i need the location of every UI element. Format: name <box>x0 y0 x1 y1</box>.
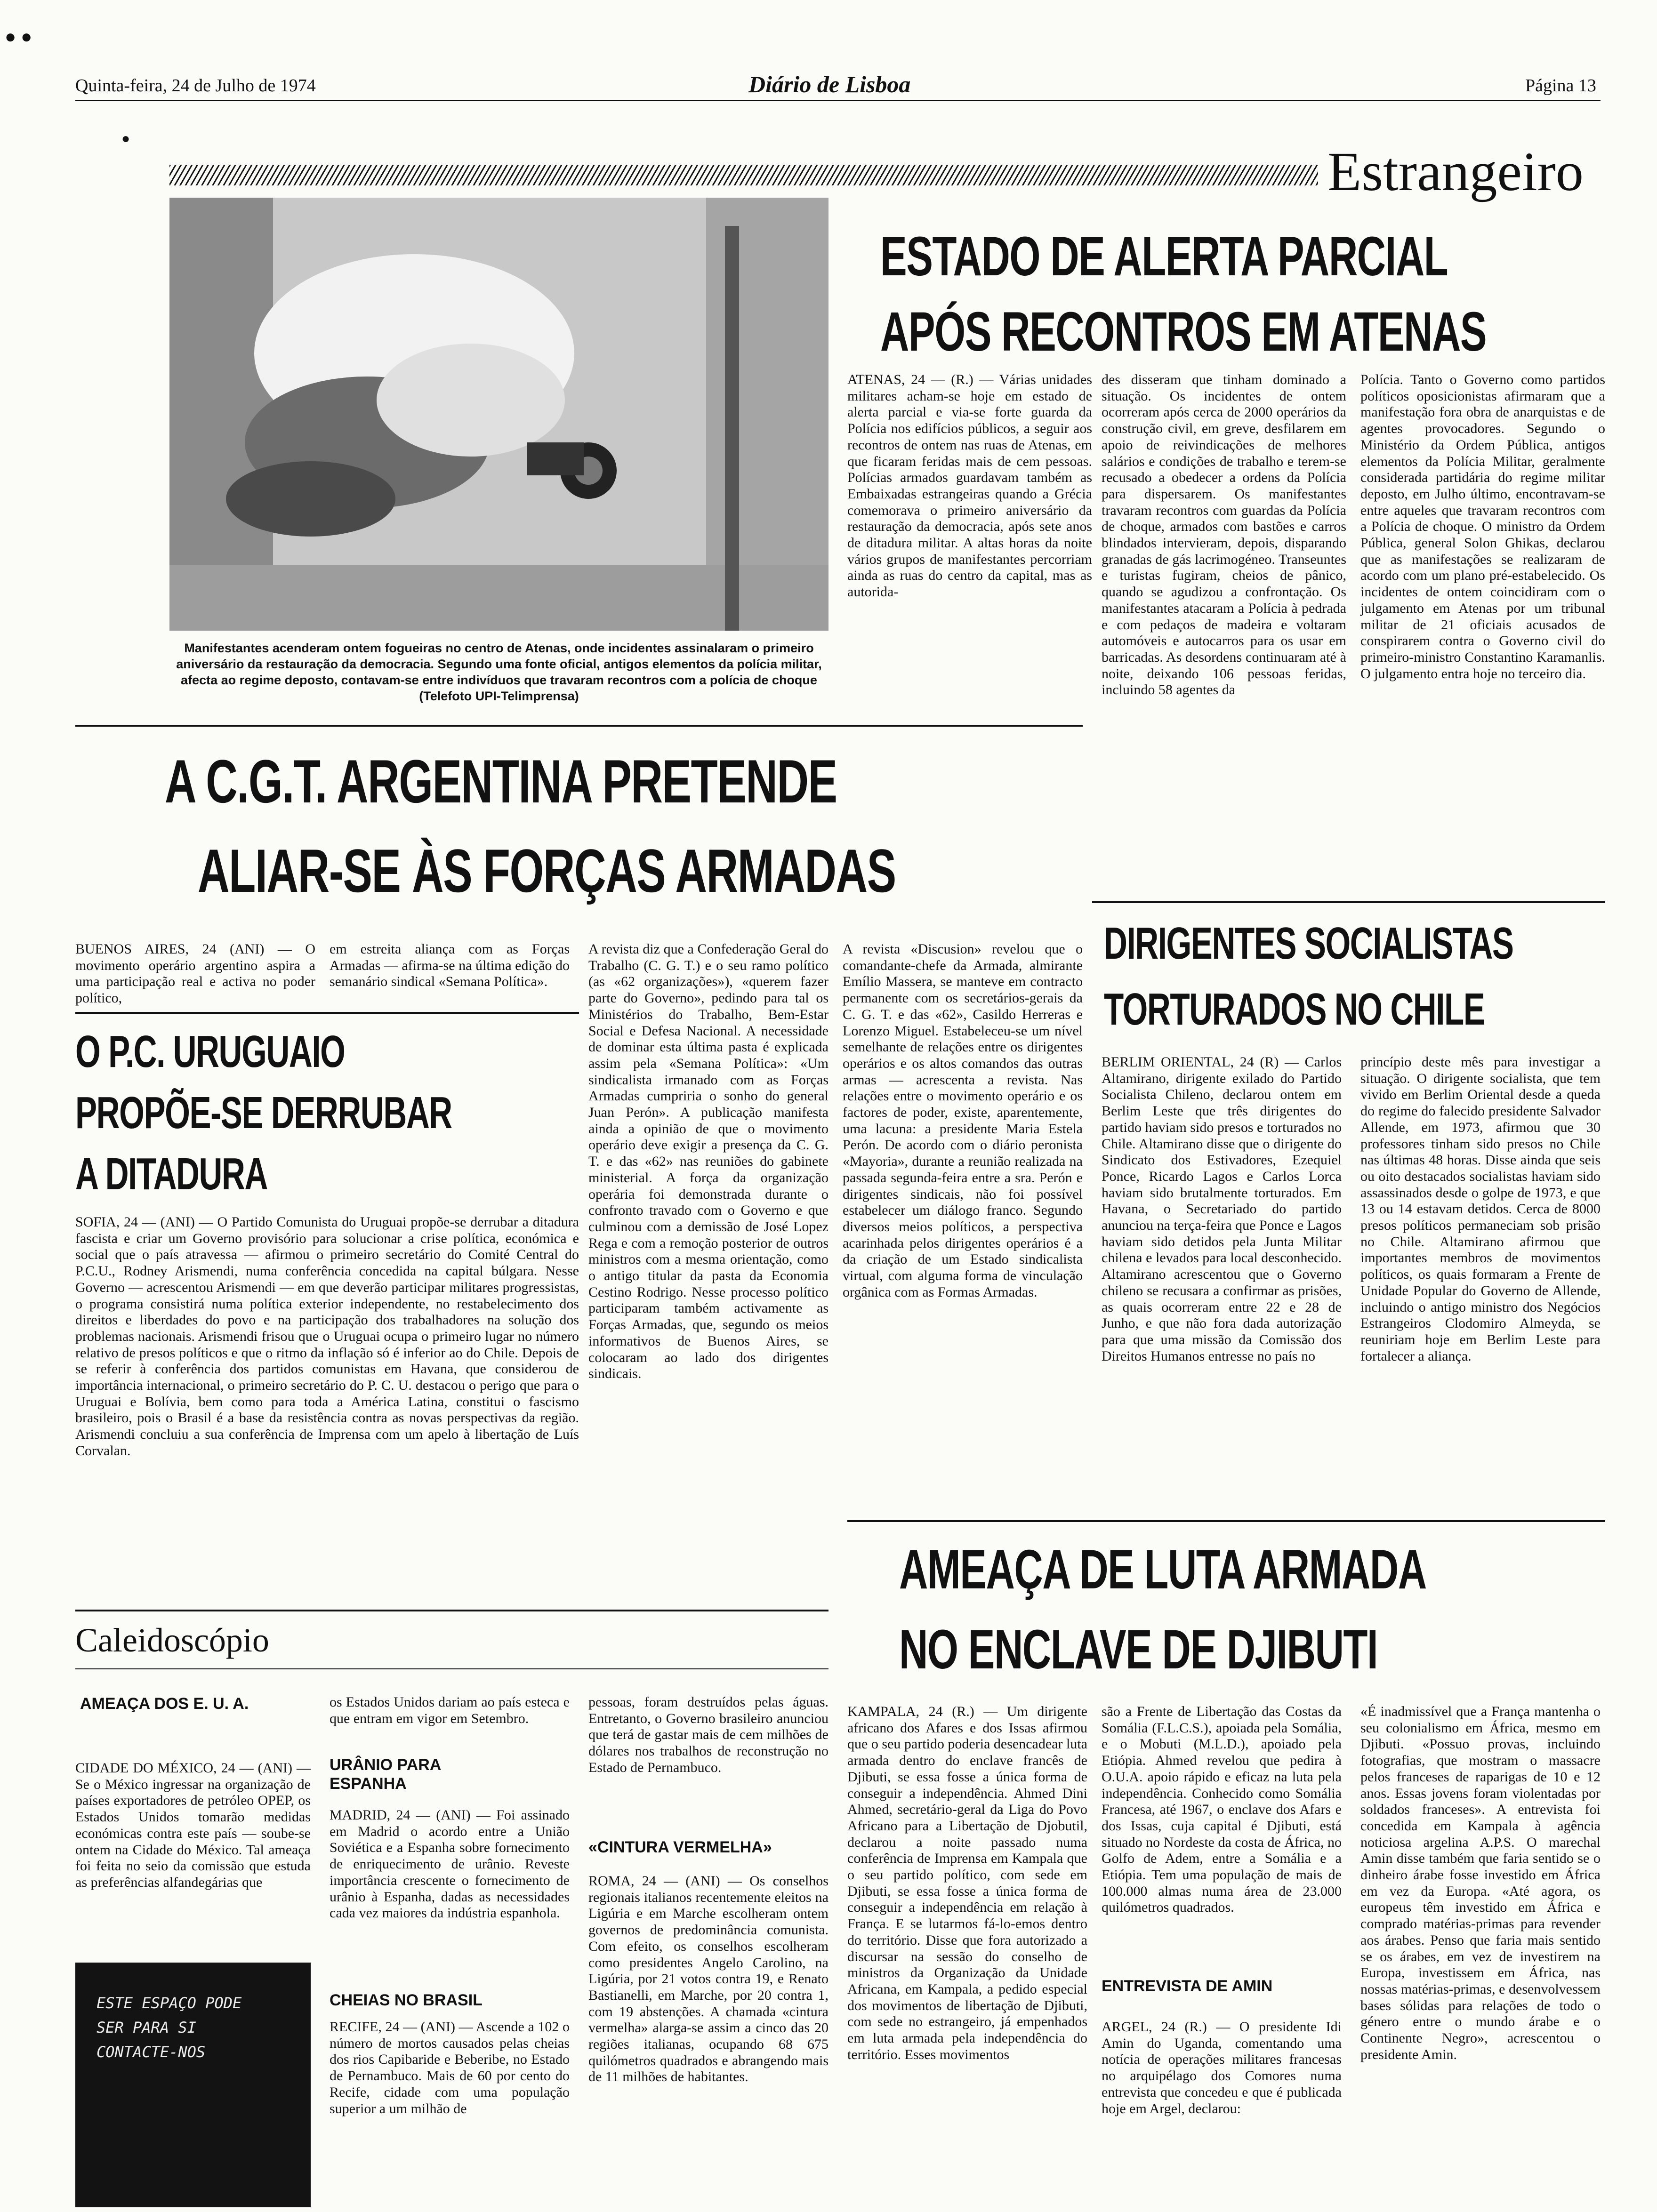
caleidoscopio-head-ameaca: AMEAÇA DOS E. U. A. <box>80 1695 249 1713</box>
cgt-column-2: em estreita aliança com as Forças Armadas — afirma-se na última edição do semanário sindical «Semana Política». <box>330 941 570 990</box>
djibuti-column-3: «É inadmissível que a França mantenha o seu colonialismo em África, mesmo em Djibuti. «Possuo provas, incluindo fotografias, que mostram o massacre pelos franceses de raparigas de 10 e 12 anos. Essas jovens foram violentadas por soldados franceses». A entrevista foi concedida em Kampala à agência noticiosa argelina A.P.S. O marechal Amin disse também que faria sentido se o dinheiro árabe fosse investido em África em vez da Europa. «Até agora, os europeus têm investido em África e comprado matérias-primas para revender aos árabes. Penso que faria mais sentido se os árabes, em vez de investirem na Europa, investissem em África, nas nossas matérias-primas, e desenvolvessem bases sólidas para relações de todo o género entre o mundo árabe e o Continente Negro», acrescentou o presidente Amin. <box>1360 1704 1601 2062</box>
cgt-headline-2: ALIAR-SE ÀS FORÇAS ARMADAS <box>198 836 896 905</box>
caleidoscopio-title: Caleidoscópio <box>75 1621 269 1659</box>
cgt-headline-1: A C.G.T. ARGENTINA PRETENDE <box>165 747 837 816</box>
djibuti-headline-1: AMEAÇA DE LUTA ARMADA <box>899 1539 1426 1601</box>
advert-text: ESTE ESPAÇO PODE SER PARA SI CONTACTE-NOS <box>97 1994 242 2061</box>
atenas-column-2: des disseram que tinham dominado a situação. Os incidentes de ontem ocorreram após cerca de 2000 operários da construção civil, em greve, desfilarem em apoio de reivindicações de melhores salários e condições de trabalho e terem-se recusado a obedecer a ordens da Polícia para dispersarem. Os manifestantes travaram recontros com guardas da Polícia de choque, armados com bastões e carros blindados intervieram, depois, disparando granadas de gás lacrimogéneo. Transeuntes e turistas fugiram, cheios de pânico, quando se agudizou a confrontação. Os manifestantes atacaram a Polícia à pedrada e com pedaços de madeira e voltaram automóveis e autocarros para os usar em barricadas. As desordens continuaram até à noite, deixando 106 pessoas feridas, incluindo 58 agentes da <box>1102 372 1346 698</box>
cgt-column-3: A revista diz que a Confederação Geral do Trabalho (C. G. T.) e o seu ramo político (as «62 organizações»), «querem fazer parte do Governo», pedindo para tal os Ministérios do Trabalho, Bem-Estar Social e Defesa Nacional. A necessidade de dominar esta última pasta é explicada assim pela «Semana Política»: «Um sindicalista irmanado com as Forças Armadas cumpriria o sonho do general Juan Perón». A publicação manifesta ainda a opinião de que o movimento operário deve exigir a presença da C. G. T. e das «62» nas reuniões do gabinete ministerial. A força da organização operária foi demonstrada durante o confronto travado com o Governo e que culminou com a demissão de José Lopez Rega e com a remoção posterior de outros ministros com a mesma orientação, como o antigo titular da pasta da Economia Cestino Rodrigo. Nesse processo político participaram também activamente as Forças Armadas, que, segundo os meios informativos de Buenos Aires, se colocaram ao lado dos dirigentes sindicais. <box>588 941 828 1382</box>
caleidoscopio-head-cintura: «CINTURA VERMELHA» <box>588 1838 772 1856</box>
uruguai-body: SOFIA, 24 — (ANI) — O Partido Comunista do Uruguai propõe-se derrubar a ditadura fascista e criar um Governo provisório para solucionar a crise política, económica e social que o país atravessa — afirmou o primeiro secretário do Comité Central do P.C.U., Rodney Arismendi, numa conferência concedida na capital búlgara. Nesse Governo — acrescentou Arismendi — em que deverão participar militares progressistas, o programa consistirá numa política exterior independente, no restabelecimento dos direitos e liberdades do povo e na participação dos trabalhadores na solução dos problemas nacionais. Arismendi frisou que o Uruguai ocupa o primeiro lugar no número relativo de presos políticos e que o ritmo da inflação só é inferior ao do Chile. Depois de se referir à conferência dos partidos comunistas em Havana, que considerou de importância internacional, o primeiro secretário do P. C. U. destacou o perigo que para o Uruguai e Bolívia, bem como para toda a América Latina, constitui o fascismo brasileiro, pois o Brasil é a base da resistência contra as novas perspectivas da região. Arismendi concluiu a sua conferência de Imprensa com um apelo à libertação de Luís Corvalan. <box>75 1214 579 1459</box>
djibuti-top-rule <box>847 1520 1605 1522</box>
caleidoscopio-column-1: CIDADE DO MÉXICO, 24 — (ANI) — Se o México ingressar na organização de países exportadores de petróleo OPEP, os Estados Unidos tomarão medidas económicas contra este país — soube-se ontem na Cidade do México. Tal ameaça foi feita no seio da comissão que estuda as preferências alfandegárias que <box>75 1760 311 1890</box>
caleidoscopio-column-2-mid: MADRID, 24 — (ANI) — Foi assinado em Madrid o acordo entre a União Soviética e a Espanha sobre fornecimento de enriquecimento de urânio. Reveste importância crescente o fornecimento de urânio à Espanha, dadas as necessidades cada vez maiores da indústria espanhola. <box>330 1807 570 1921</box>
section-hatch <box>169 165 1318 185</box>
atenas-headline-1: ESTADO DE ALERTA PARCIAL <box>880 225 1448 288</box>
caleidoscopio-column-3-top: pessoas, foram destruídos pelas águas. Entretanto, o Governo brasileiro anunciou que terá de gastar mais de cem milhões de dólares nos trabalhos de reconstrução no Estado de Pernambuco. <box>588 1694 828 1775</box>
photo-caption: Manifestantes acenderam ontem fogueiras no centro de Atenas, onde incidentes assinalaram o primeiro aniversário da restauração da democracia. Segundo uma fonte oficial, antigos elementos da polícia militar, afecta ao regime deposto, contavam-se entre indivíduos que travaram recontros com a polícia de choque (Telefoto UPI-Telimprensa) <box>176 641 822 703</box>
cgt-column-4: A revista «Discusion» revelou que o comandante-chefe da Armada, almirante Emílio Massera, se manteve em contracto permanente com os secretários-gerais da C. G. T. e das «62», Casildo Herreras e Lorenzo Miguel. Estabeleceu-se um nível semelhante de relações entre os dirigentes operários e os altos comandos das outras armas — acrescenta a revista. Nas relações entre o movimento operário e os factores de poder, existe, aparentemente, uma lacuna: a presidente Maria Estela Perón. De acordo com o diário peronista «Mayoria», durante a reunião realizada na passada segunda-feira entre a sra. Perón e dirigentes sindicais, não foi possível estabelecer um diálogo franco. Segundo diversos meios políticos, a perspectiva acarinhada pelos dirigentes operários é a da criação de um Estado sindicalista virtual, com alguma forma de vinculação orgânica com as Formas Armadas. <box>843 941 1083 1300</box>
caleidoscopio-top-rule <box>75 1610 828 1611</box>
masthead-title: Diário de Lisboa <box>748 71 911 97</box>
atenas-headline-2: APÓS RECONTROS EM ATENAS <box>880 301 1487 363</box>
caleidoscopio-column-2-bot: RECIFE, 24 — (ANI) — Ascende a 102 o número de mortos causados pelas cheias dos rios Capibaride e Beberibe, no Estado de Pernambuco. Mais de 60 por cento do Recife, cidade com uma população superior a um milhão de <box>330 2019 570 2116</box>
caleidoscopio-column-3-bot: ROMA, 24 — (ANI) — Os conselhos regionais italianos recentemente eleitos na Ligúria e em Marche escolheram ontem governos de predominância comunista. Com efeito, os conselhos escolheram como presidentes Angelo Carolino, na Ligúria, por 21 votos contra 19, e Renato Bastianelli, em Marche, por 20 contra 1, com 19 abstenções. A chamada «cintura vermelha» alarga-se assim a cinco das 20 regiões italianas, ocupando 68 675 quilómetros quadrados e abrangendo mais de 11 milhões de habitantes. <box>588 1873 828 2085</box>
advert-box <box>75 1963 311 2207</box>
chile-column-2: princípio deste mês para investigar a situação. O dirigente socialista, que tem vivido em Berlim Oriental desde a queda do regime do falecido presidente Salvador Allende, em 1973, afirmou que 30 professores tinham sido presos no Chile nas últimas 48 horas. Disse ainda que seis ou oito destacados socialistas haviam sido assassinados desde o golpe de 1973, e que 13 ou 14 estavam detidos. Cerca de 8000 presos políticos permaneciam sob prisão no Chile. Altamirano afirmou que importantes membros de movimentos políticos, os quais formaram a Frente de Unidade Popular do Governo de Allende, incluindo o antigo ministro dos Negócios Estrangeiros Clodomiro Almeyda, se reuniriam hoje em Berlim Leste para fortalecer a aliança. <box>1360 1054 1601 1364</box>
caleidoscopio-title-rule <box>75 1668 828 1669</box>
section-title: Estrangeiro <box>1327 141 1584 202</box>
djibuti-subheading: ENTREVISTA DE AMIN <box>1102 1977 1273 1995</box>
header-rule <box>75 100 1601 101</box>
cgt-top-rule <box>75 725 1083 727</box>
cgt-column-1: BUENOS AIRES, 24 (ANI) — O movimento operário argentino aspira a uma participação real e activa no poder político, <box>75 941 315 1006</box>
header-page-number: Página 13 <box>1525 76 1596 96</box>
djibuti-column-1: KAMPALA, 24 (R.) — Um dirigente africano dos Afares e dos Issas afirmou que o seu partido poderia desencadear luta armada dentro do enclave francês de Djibuti, se essa fosse a única forma de conseguir a independência. Ahmed Dini Ahmed, secretário-geral da Liga do Povo Africano para a Libertação de Djobutil, declarou a noite passado numa conferência de Imprensa em Kampala que o seu partido político, com sede em Djibuti, se essa fosse a única forma de conseguir a independência em relação à França. E se lutarmos fá-lo-emos dentro do território. Disse que fora autorizado a discursar na sessão do conselho de ministros da Organização da Unidade Africana, em Kampala, a pedido especial dos movimentos de libertação de Djibuti, com sede no estrangeiro, já empenhados em luta armada pela independência do território. Esses movimentos <box>847 1704 1087 2062</box>
uruguai-headline-1: O P.C. URUGUAIO <box>75 1026 345 1077</box>
djibuti-headline-2: NO ENCLAVE DE DJIBUTI <box>899 1619 1378 1681</box>
djibuti-column-2: são a Frente de Libertação das Costas da Somália (F.L.C.S.), apoiada pela Somália, e o Mobuti (M.L.D.), apoiado pela Etiópia. Ahmed revelou que pedira à O.U.A. apoio rápido e eficaz na luta pela independência. Conhecido como Somália Francesa, até 1967, o enclave dos Afars e dos Issas, cuja capital é Djibuti, está situado no Nordeste da costa de África, no Golfo de Adem, entre a Somália e a Etiópia. Tem uma população de mais de 100.000 almas numa área de 23.000 quilómetros quadrados. <box>1102 1704 1342 1915</box>
news-photo <box>169 198 828 631</box>
chile-headline-1: DIRIGENTES SOCIALISTAS <box>1104 918 1513 969</box>
header-date: Quinta-feira, 24 de Julho de 1974 <box>75 76 316 96</box>
caleidoscopio-column-2-top: os Estados Unidos dariam ao país esteca e que entram em vigor em Setembro. <box>330 1694 570 1726</box>
top-dots: ● ● <box>5 26 32 47</box>
caleidoscopio-head-uranio: URÂNIO PARA ESPANHA <box>330 1756 441 1793</box>
bullet-dot: ● <box>121 131 130 146</box>
chile-top-rule <box>1092 901 1605 903</box>
djibuti-column-2b: ARGEL, 24 (R.) — O presidente Idi Amin do Uganda, comentando uma notícia de operações militares francesas no arquipélago dos Comores numa entrevista que concedeu e que é publicada hoje em Argel, declarou: <box>1102 2019 1342 2116</box>
uruguai-headline-3: A DITADURA <box>75 1149 267 1199</box>
chile-column-1: BERLIM ORIENTAL, 24 (R) — Carlos Altamirano, dirigente exilado do Partido Socialista Chileno, declarou ontem em Berlim Leste que três dirigentes do partido haviam sido presos e torturados no Chile. Altamirano disse que o dirigente do Sindicato dos Estivadores, Ezequiel Ponce, Ricardo Lagos e Carlos Lorca haviam sido brutalmente torturados. Em Havana, o Secretariado do partido anunciou na terça-feira que Ponce e Lagos haviam sido detidos pela Junta Militar chilena e levados para local desconhecido. Altamirano acrescentou que o Governo chileno se recusara a confirmar as prisões, as quais ocorreram entre 22 e 28 de Junho, e que não fora dada autorização para que uma missão da Comissão dos Direitos Humanos entresse no país no <box>1102 1054 1342 1364</box>
chile-headline-2: TORTURADOS NO CHILE <box>1104 984 1485 1034</box>
uruguai-headline-2: PROPÕE-SE DERRUBAR <box>75 1088 452 1138</box>
photo-illustration <box>169 198 828 631</box>
atenas-column-3: Polícia. Tanto o Governo como partidos políticos oposicionistas afirmaram que a manifestação fora obra de anarquistas e de agentes provocadores. Segundo o Ministério da Ordem Pública, antigos elementos da Polícia Militar, geralmente considerada partidária do regime militar deposto, em Julho último, encontravam-se entre aqueles que travaram recontros com a Polícia de choque. O ministro da Ordem Pública, general Solon Ghikas, declarou que as manifestações se realizaram de acordo com um plano pré-estabelecido. Os incidentes de ontem coincidiram com o julgamento em Atenas por um tribunal militar de 21 oficiais acusados de conspirarem contra o Governo civil do primeiro-ministro Constantino Karamanlis. O julgamento entra hoje no terceiro dia. <box>1360 372 1605 681</box>
atenas-column-1: ATENAS, 24 — (R.) — Várias unidades militares acham-se hoje em estado de alerta parcial e via-se forte guarda da Polícia nos edifícios públicos, a seguir aos recontros de ontem nas ruas de Atenas, em que ficaram feridas mais de cem pessoas. Polícias armados guardavam também as Embaixadas estrangeiras quando a Grécia comemorava o primeiro aniversário da restauração da democracia, após sete anos de ditadura militar. A altas horas da noite vários grupos de manifestantes percorriam ainda as ruas do centro da capital, mas as autorida- <box>847 372 1092 600</box>
uruguai-top-rule <box>75 1012 579 1014</box>
caleidoscopio-head-cheias: CHEIAS NO BRASIL <box>330 1991 483 2009</box>
